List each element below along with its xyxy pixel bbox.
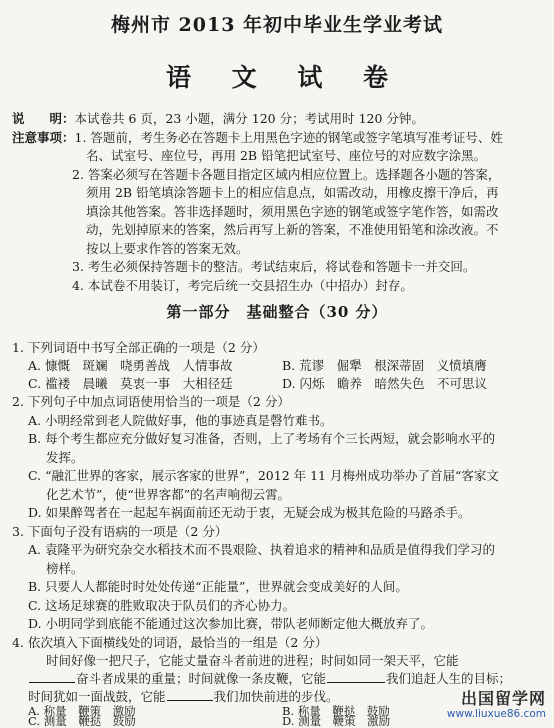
section-title: 第一部分 基础整合（30 分）: [166, 303, 388, 321]
q4-passage-line-2: 奋斗者成果的重量；时间就像一条皮鞭，它能 我们追赶人生的目标；: [28, 670, 511, 688]
q3-option-b: B. 只要人人都能时时处处传递“正能量”，世界就会变成美好的人间。: [28, 579, 408, 594]
shuoming-label: 说 明：: [12, 111, 75, 126]
q4-blank-3[interactable]: [167, 688, 213, 701]
notes-line-shuoming: [12, 110, 424, 128]
subject-title: 语 文 试 卷: [165, 63, 405, 92]
notes-line-6: 动，先划掉原来的答案，然后再写上新的答案，不准使用铅笔和涂改液。不: [86, 222, 499, 237]
q2-option-d: D. 如果醉驾者在一起起车祸面前还无动于衷，无疑会成为极其危险的马路杀手。: [28, 505, 471, 520]
q2-option-b: B. 每个考生都应充分做好复习准备，否则，上了考场有个三长两短，就会影响水平的: [28, 431, 496, 446]
notes-line-1: [12, 129, 503, 147]
exam-title: 梅州市 2013 年初中毕业生学业考试: [110, 14, 444, 36]
q4-blank-1[interactable]: [29, 670, 75, 683]
q4-option-a: A. 称量 鞭策 激励: [28, 704, 136, 718]
notes-text: 1. 答题前，考生务必在答题卡上用黑色字迹的钢笔或签字笔填写准考证号、姓: [74, 130, 503, 145]
q3-option-d: D. 小明同学到底能不能通过这次参加比赛，带队老师断定他大概放弃了。: [28, 616, 434, 631]
q4-blank-2[interactable]: [327, 670, 385, 683]
site-watermark: [447, 686, 546, 720]
notes-line-8: 3. 考生必须保持答题卡的整洁。考试结束后，将试卷和答题卡一并交回。: [72, 259, 476, 274]
notes-line-4: 须用 2B 铅笔填涂答题卡上的相应信息点，如需改动，用橡皮擦干净后，再: [86, 185, 499, 200]
q4-stem: 4. 依次填入下面横线处的词语，最恰当的一组是（2 分）: [12, 635, 328, 650]
q2-option-c: C. “融汇世界的客家，展示客家的世界”，2012 年 11 月梅州成功举办了首届“客家文: [28, 468, 499, 483]
q4-passage-line-3: 时间犹如一面战鼓，它能 我们加快前进的步伐。: [28, 689, 339, 704]
q3-option-c: C. 这场足球赛的胜败取决于队员们的齐心协力。: [28, 598, 296, 613]
q1-option-c: C. 褴褛 晨曦 莫衷一事 大相径廷: [28, 376, 233, 391]
q2-option-b-cont: 发挥。: [46, 450, 84, 465]
q1-stem: 1. 下列词语中书写全部正确的一项是（2 分）: [12, 340, 265, 355]
q3-stem: 3. 下面句子没有语病的一项是（2 分）: [12, 524, 228, 539]
shuoming-text: 本试卷共 6 页，23 小题，满分 120 分；考试用时 120 分钟。: [74, 111, 424, 126]
notes-line-2: 名、试室号、座位号，再用 2B 铅笔把试室号、座位号的对应数字涂黑。: [86, 148, 487, 163]
watermark-url[interactable]: www.liuxue86.com: [446, 708, 546, 720]
notes-line-3: 2. 答案必须写在答题卡各题目指定区域内相应位置上。选择题各小题的答案，: [72, 167, 501, 182]
notes-line-7: 按以上要求作答的答案无效。: [86, 241, 249, 256]
watermark-name: 出国留学网: [460, 689, 546, 708]
q2-option-c-cont: 化艺术节”，使“世界客都”的名声响彻云霄。: [46, 487, 291, 502]
q2-option-a: A. 小明经常到老人院做好事，他的事迹真是磬竹难书。: [28, 413, 333, 428]
q3-option-a-cont: 榜样。: [46, 561, 84, 576]
q4-option-d: D. 测量 鞭策 激励: [282, 714, 391, 728]
q1-option-b: B. 荒谬 倔犟 根深蒂固 义愤填膺: [282, 358, 487, 373]
notes-line-5: 填涂其他答案。答非选择题时，须用黑色字迹的钢笔或签字笔作答，如需改: [86, 204, 499, 219]
zhuyi-label: 注意事项：: [12, 130, 75, 145]
q4-option-c: C. 测量 鞭挞 鼓励: [28, 714, 136, 728]
q4-option-b: B. 称量 鞭挞 鼓励: [282, 704, 390, 718]
notes-line-9: 4. 本试卷不用装订，考完后统一交县招生办（中招办）封存。: [72, 278, 413, 293]
q4-passage-line-1: 时间好像一把尺子，它能丈量奋斗者前进的进程；时间如同一架天平，它能: [46, 653, 459, 668]
q3-option-a: A. 袁隆平为研究杂交水稻技术而不畏艰险、执着追求的精神和品质是值得我们学习的: [28, 542, 495, 557]
q2-stem: 2. 下列句子中加点词语使用恰当的一项是（2 分）: [12, 394, 290, 409]
q1-option-d: D. 闪烁 瞻养 暗然失色 不可思议: [282, 376, 488, 391]
q1-option-a: A. 慷慨 斑斓 哓勇善战 人情事故: [28, 358, 233, 373]
